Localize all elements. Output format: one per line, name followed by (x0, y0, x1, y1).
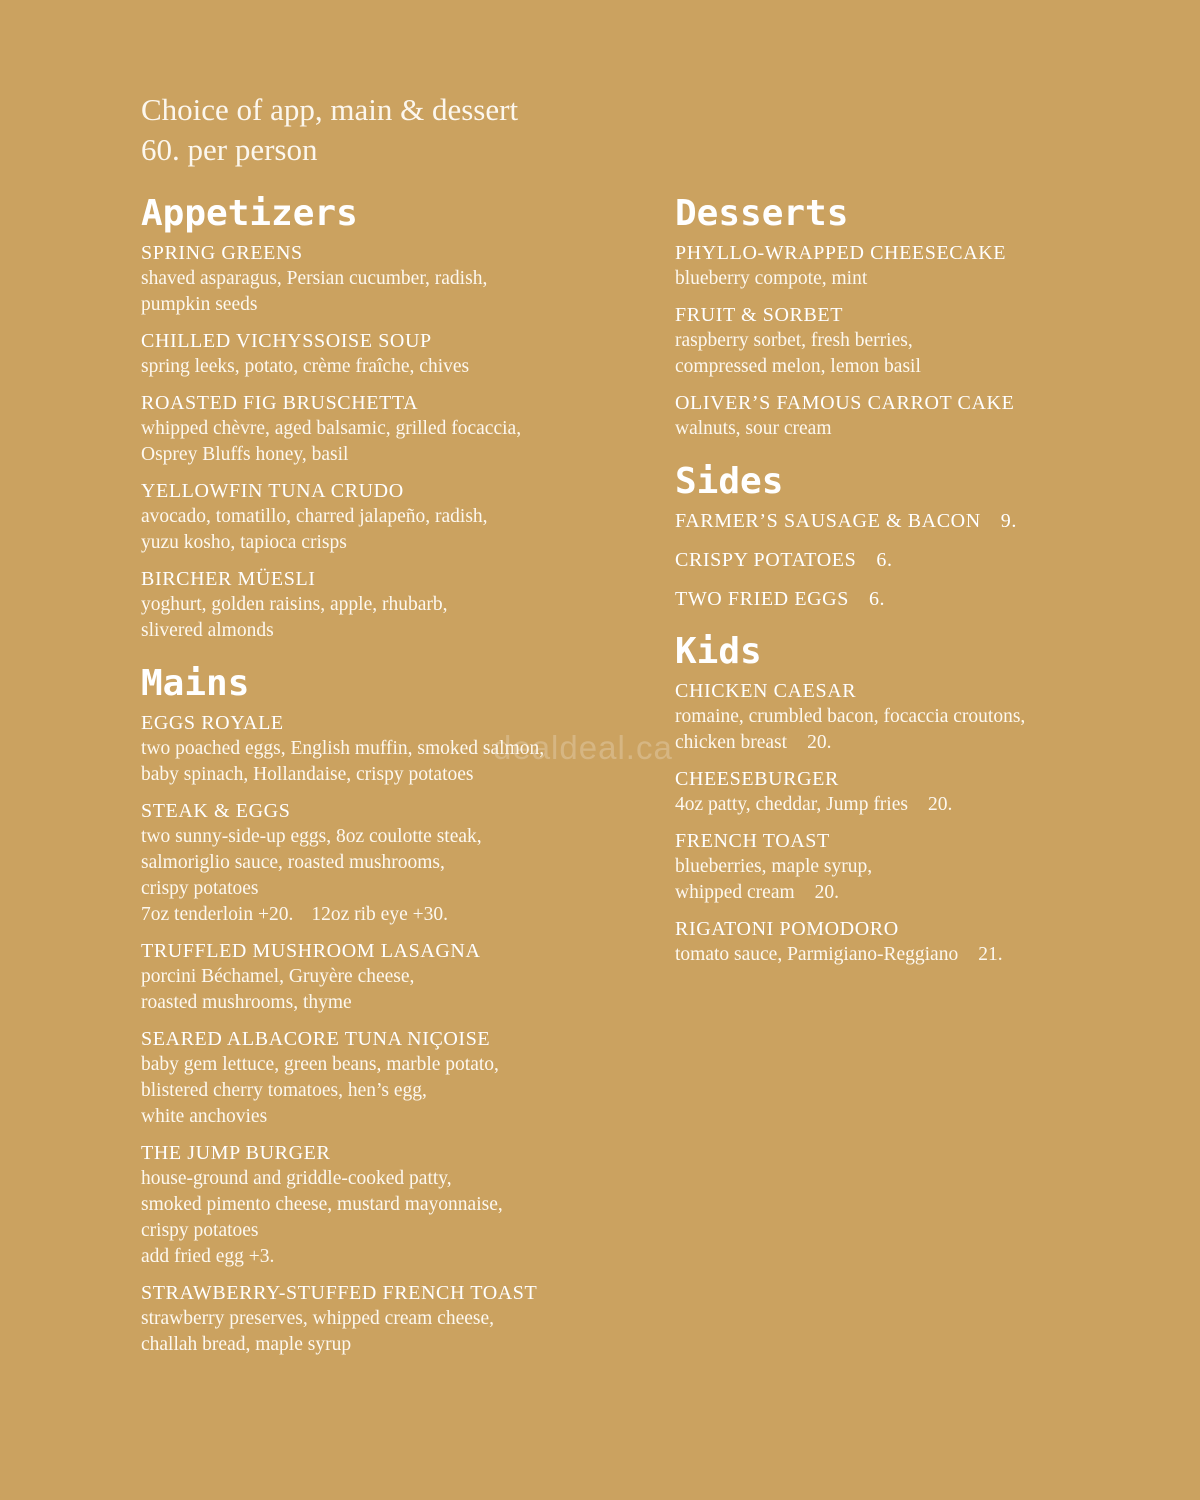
mains-heading: Mains (141, 663, 250, 704)
menu-item-description-line (675, 942, 1175, 968)
menu-item-description: crispy potatoes (141, 878, 259, 899)
menu-item (141, 240, 641, 318)
menu-item-description: compressed melon, lemon basil (675, 356, 921, 377)
menu-item (141, 390, 641, 468)
menu-item (675, 766, 1175, 818)
menu-item (141, 1140, 641, 1270)
menu-item-description: walnuts, sour cream (675, 418, 832, 439)
menu-item-description: chicken breast (675, 732, 788, 753)
menu-item (141, 566, 641, 644)
prix-fixe-description: Choice of app, main & dessert (141, 92, 519, 127)
menu-item-name: TRUFFLED MUSHROOM LASAGNA (141, 940, 481, 962)
menu-item-description-line (675, 880, 1175, 906)
menu-item (675, 916, 1175, 968)
menu-item-description: strawberry preserves, whipped cream cheese, (141, 1308, 494, 1329)
menu-item (675, 828, 1175, 906)
menu-item-description: spring leeks, potato, crème fraîche, chives (141, 356, 470, 377)
appetizers-list (141, 240, 641, 644)
sides-section (675, 460, 1175, 612)
side-item-name: TWO FRIED EGGS (675, 588, 849, 610)
kids-list (675, 678, 1175, 968)
menu-item (675, 240, 1175, 292)
menu-item (141, 938, 641, 1016)
mains-list (141, 710, 641, 1358)
addon-option: 7oz tenderloin +20. (141, 904, 294, 925)
right-column (675, 192, 1175, 986)
menu-item-description: shaved asparagus, Persian cucumber, radish, (141, 268, 488, 289)
menu-item-description: baby spinach, Hollandaise, crispy potatoes (141, 764, 474, 785)
menu-item-description: slivered almonds (141, 620, 274, 641)
menu-item-price: 20. (814, 882, 840, 903)
menu-item-description: white anchovies (141, 1106, 268, 1127)
menu-item-description: yuzu kosho, tapioca crisps (141, 532, 347, 553)
menu-item-description: challah bread, maple syrup (141, 1334, 352, 1355)
menu-item-price: 20. (927, 794, 953, 815)
side-item-name: FARMER’S SAUSAGE & BACON (675, 510, 981, 532)
menu-item-description: porcini Béchamel, Gruyère cheese, (141, 966, 415, 987)
menu-item-name: EGGS ROYALE (141, 712, 284, 734)
menu-item-description: yoghurt, golden raisins, apple, rhubarb, (141, 594, 448, 615)
menu-item-name: SEARED ALBACORE TUNA NIÇOISE (141, 1028, 491, 1050)
kids-section (675, 630, 1175, 968)
menu-item (141, 798, 641, 928)
left-column (141, 192, 641, 1376)
menu-item-description: roasted mushrooms, thyme (141, 992, 352, 1013)
menu-item-name: YELLOWFIN TUNA CRUDO (141, 480, 404, 502)
desserts-section (675, 192, 1175, 442)
menu-item-description: 4oz patty, cheddar, Jump fries (675, 794, 908, 815)
menu-item-description: Osprey Bluffs honey, basil (141, 444, 349, 465)
menu-item-description: blistered cherry tomatoes, hen’s egg, (141, 1080, 427, 1101)
menu-item-description-line (675, 730, 1175, 756)
menu-item-description-line (675, 792, 1175, 818)
desserts-list (675, 240, 1175, 442)
side-item-name: CRISPY POTATOES (675, 549, 857, 571)
addon-option: add fried egg +3. (141, 1246, 275, 1267)
menu-item-price: 21. (978, 944, 1003, 965)
watermark: dealdeal.ca (493, 729, 673, 766)
menu-item (141, 1280, 641, 1358)
prix-fixe-price: 60. per person (141, 132, 318, 167)
menu-item-description: salmoriglio sauce, roasted mushrooms, (141, 852, 445, 873)
side-item-price: 6. (868, 588, 886, 610)
menu-item-name: SPRING GREENS (141, 242, 303, 264)
menu-item-name: OLIVER’S FAMOUS CARROT CAKE (675, 392, 1015, 414)
menu-item-description: house-ground and griddle-cooked patty, (141, 1168, 452, 1189)
sides-heading: Sides (675, 461, 784, 502)
appetizers-section (141, 192, 641, 644)
side-item (675, 508, 1175, 534)
menu-item-name: FRUIT & SORBET (675, 304, 844, 326)
menu-item-description: pumpkin seeds (141, 294, 258, 315)
menu-item-description: smoked pimento cheese, mustard mayonnaise, (141, 1194, 503, 1215)
menu-item-description: two poached eggs, English muffin, smoked salmon, (141, 738, 545, 759)
menu-item-name: STEAK & EGGS (141, 800, 291, 822)
menu-item-description: blueberry compote, mint (675, 268, 868, 289)
side-item-price: 9. (1000, 510, 1017, 532)
menu-item-description: two sunny-side-up eggs, 8oz coulotte steak, (141, 826, 482, 847)
menu-item (675, 302, 1175, 380)
menu-item (675, 390, 1175, 442)
menu-item-addons (141, 1244, 641, 1270)
menu-item-addons (141, 902, 641, 928)
side-item (675, 586, 1175, 612)
menu-item-description: baby gem lettuce, green beans, marble potato, (141, 1054, 499, 1075)
menu-item-description: whipped cream (675, 882, 795, 903)
menu-item-name: RIGATONI POMODORO (675, 918, 899, 940)
menu-header (141, 90, 518, 170)
menu-item-name: CHILLED VICHYSSOISE SOUP (141, 330, 432, 352)
menu-item-name: FRENCH TOAST (675, 830, 830, 852)
desserts-heading: Desserts (675, 193, 849, 234)
menu-item-description: avocado, tomatillo, charred jalapeño, radish, (141, 506, 488, 527)
side-item (675, 547, 1175, 573)
kids-heading: Kids (675, 631, 762, 672)
menu-item (141, 1026, 641, 1130)
menu-item-name: CHEESEBURGER (675, 768, 839, 790)
menu-item-description: crispy potatoes (141, 1220, 259, 1241)
menu-item-description: tomato sauce, Parmigiano-Reggiano (675, 944, 959, 965)
addon-option: 12oz rib eye +30. (311, 904, 448, 925)
side-item-price: 6. (876, 549, 893, 571)
menu-item (675, 678, 1175, 756)
menu-item-name: PHYLLO-WRAPPED CHEESECAKE (675, 242, 1007, 264)
menu-item-price: 20. (807, 732, 832, 753)
menu-item (141, 328, 641, 380)
menu-item (141, 478, 641, 556)
menu-item-name: BIRCHER MÜESLI (141, 568, 316, 590)
sides-list (675, 508, 1175, 612)
menu-item-name: STRAWBERRY-STUFFED FRENCH TOAST (141, 1282, 538, 1304)
menu-item-name: ROASTED FIG BRUSCHETTA (141, 392, 419, 414)
menu-item-name: THE JUMP BURGER (141, 1142, 331, 1164)
menu-item-description: romaine, crumbled bacon, focaccia croutons, (675, 706, 1026, 727)
menu-item-description: whipped chèvre, aged balsamic, grilled focaccia, (141, 418, 522, 439)
menu-item-description: blueberries, maple syrup, (675, 856, 873, 877)
appetizers-heading: Appetizers (141, 193, 358, 234)
menu-item-name: CHICKEN CAESAR (675, 680, 857, 702)
menu-item-description: raspberry sorbet, fresh berries, (675, 330, 913, 351)
